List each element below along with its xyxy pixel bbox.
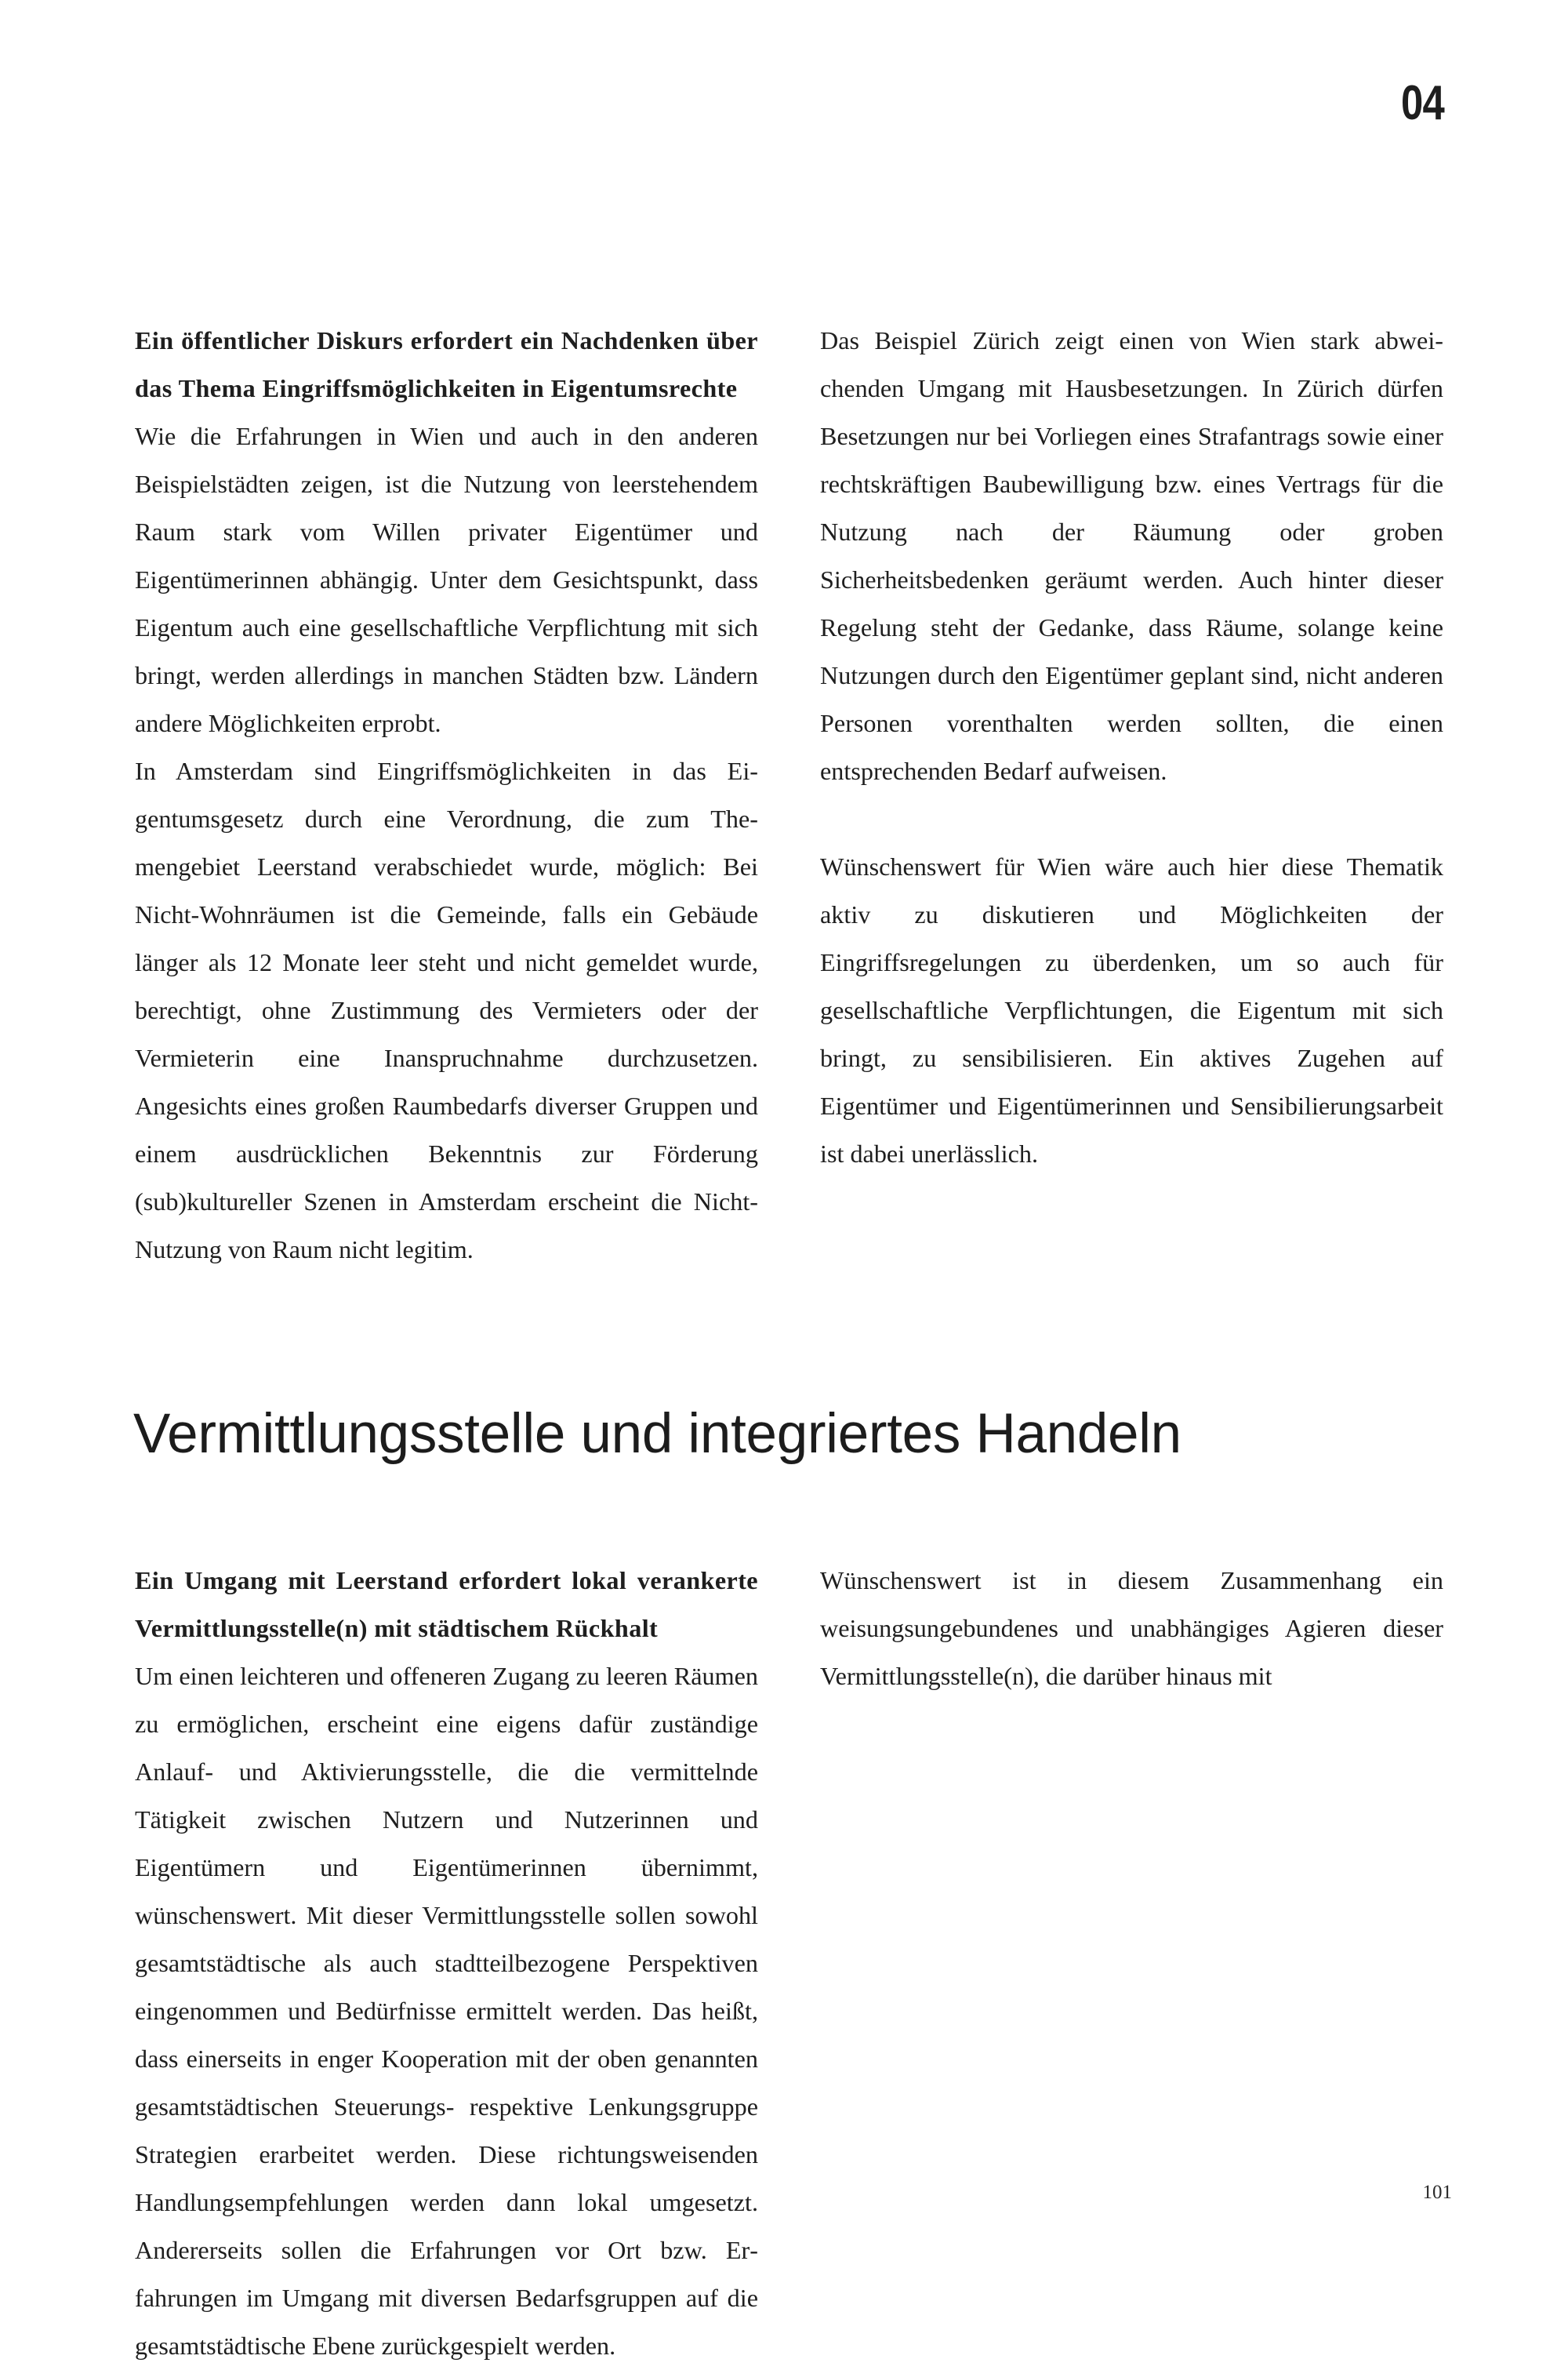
section2-heading: Ein Umgang mit Leerstand erfordert lokal verankerte Vermittlungsstelle(n) mit städtischem Rückhalt (135, 1566, 758, 1642)
section1-paragraph-1: Wie die Erfahrungen in Wien und auch in den anderen Beispielstädten zeigen, ist die Nutzung von leerstehendem Raum stark vom Willen privater Eigentümer und Eigentümerinnen abhängig. Unter dem Gesichtspunkt, dass Eigentum auch eine gesellschaftliche Verpflichtung mit sich bringt, werden allerdings in manchen Städten bzw. Ländern andere Möglichkeiten erprobt. (135, 422, 758, 737)
page-number: 101 (1422, 2182, 1452, 2203)
section2-column-right (820, 1557, 1443, 1700)
section-title: Vermittlungsstelle und integriertes Handeln (133, 1403, 1181, 1465)
paragraph-gap (820, 795, 1443, 843)
section1-column-left (135, 317, 758, 1274)
section1-paragraph-3: Das Beispiel Zürich zeigt einen von Wien stark abweichenden Umgang mit Hausbesetzungen. In Zürich dürfen Besetzungen nur bei Vorliegen eines Strafantrags sowie einer rechtskräftigen Baubewilligung bzw. eines Vertrags für die Nutzung nach der Räumung oder groben Sicherheitsbedenken geräumt werden. Auch hinter dieser Regelung steht der Gedanke, dass Räume, solange keine Nutzungen durch den Eigentümer geplant sind, nicht anderen Personen vorenthalten werden sollten, die einen entsprechenden Bedarf aufweisen. (820, 326, 1443, 785)
section1-paragraph-4: Wünschenswert für Wien wäre auch hier diese Thematik aktiv zu diskutieren und Möglichkeiten der Eingriffsregelungen zu überdenken, um so auch für gesellschaftliche Verpflichtungen, die Eigentum mit sich bringt, zu sensibilisieren. Ein aktives Zugehen auf Eigentümer und Eigentümerinnen und Sensibilierungsarbeit ist dabei unerlässlich. (820, 852, 1443, 1168)
section2-column-left (135, 1557, 758, 2370)
section1-heading: Ein öffentlicher Diskurs erfordert ein Nachdenken über das Thema Eingriffsmöglichkeiten in Eigentumsrechte (135, 326, 758, 402)
section1-column-right (820, 317, 1443, 1178)
chapter-number: 04 (1401, 76, 1444, 130)
section1-paragraph-2: In Amsterdam sind Eingriffsmöglichkeiten in das Eigentumsgesetz durch eine Verordnung, die zum Themengebiet Leerstand verabschiedet wurde, möglich: Bei Nicht-Wohnräumen ist die Gemeinde, falls ein Gebäude länger als 12 Monate leer steht und nicht gemeldet wurde, berechtigt, ohne Zustimmung des Vermieters oder der Vermieterin eine Inanspruchnahme durchzusetzen. Angesichts eines großen Raumbedarfs diverser Gruppen und einem ausdrücklichen Bekenntnis zur Förderung (sub)kultureller Szenen in Amsterdam erscheint die Nicht-Nutzung von Raum nicht legitim. (135, 757, 758, 1263)
section2-paragraph-2: Wünschenswert ist in diesem Zusammenhang ein weisungsungebundenes und unabhängiges Agieren dieser Vermittlungsstelle(n), die darüber hinaus mit (820, 1566, 1443, 1690)
section2-paragraph-1: Um einen leichteren und offeneren Zugang zu leeren Räumen zu ermöglichen, erscheint eine eigens dafür zuständige Anlauf- und Aktivierungsstelle, die die vermittelnde Tätigkeit zwischen Nutzern und Nutzerinnen und Eigentümern und Eigentümerinnen übernimmt, wünschenswert. Mit dieser Vermittlungsstelle sollen sowohl gesamtstädtische als auch stadtteilbezogene Perspektiven eingenommen und Bedürfnisse ermittelt werden. Das heißt, dass einerseits in enger Kooperation mit der oben genannten gesamtstädtischen Steuerungs- respektive Lenkungsgruppe Strategien erarbeitet werden. Diese richtungsweisenden Handlungsempfehlungen werden dann lokal umgesetzt. Andererseits sollen die Erfahrungen vor Ort bzw. Erfahrungen im Umgang mit diversen Bedarfsgruppen auf die gesamtstädtische Ebene zurückgespielt werden. (135, 1662, 758, 2360)
